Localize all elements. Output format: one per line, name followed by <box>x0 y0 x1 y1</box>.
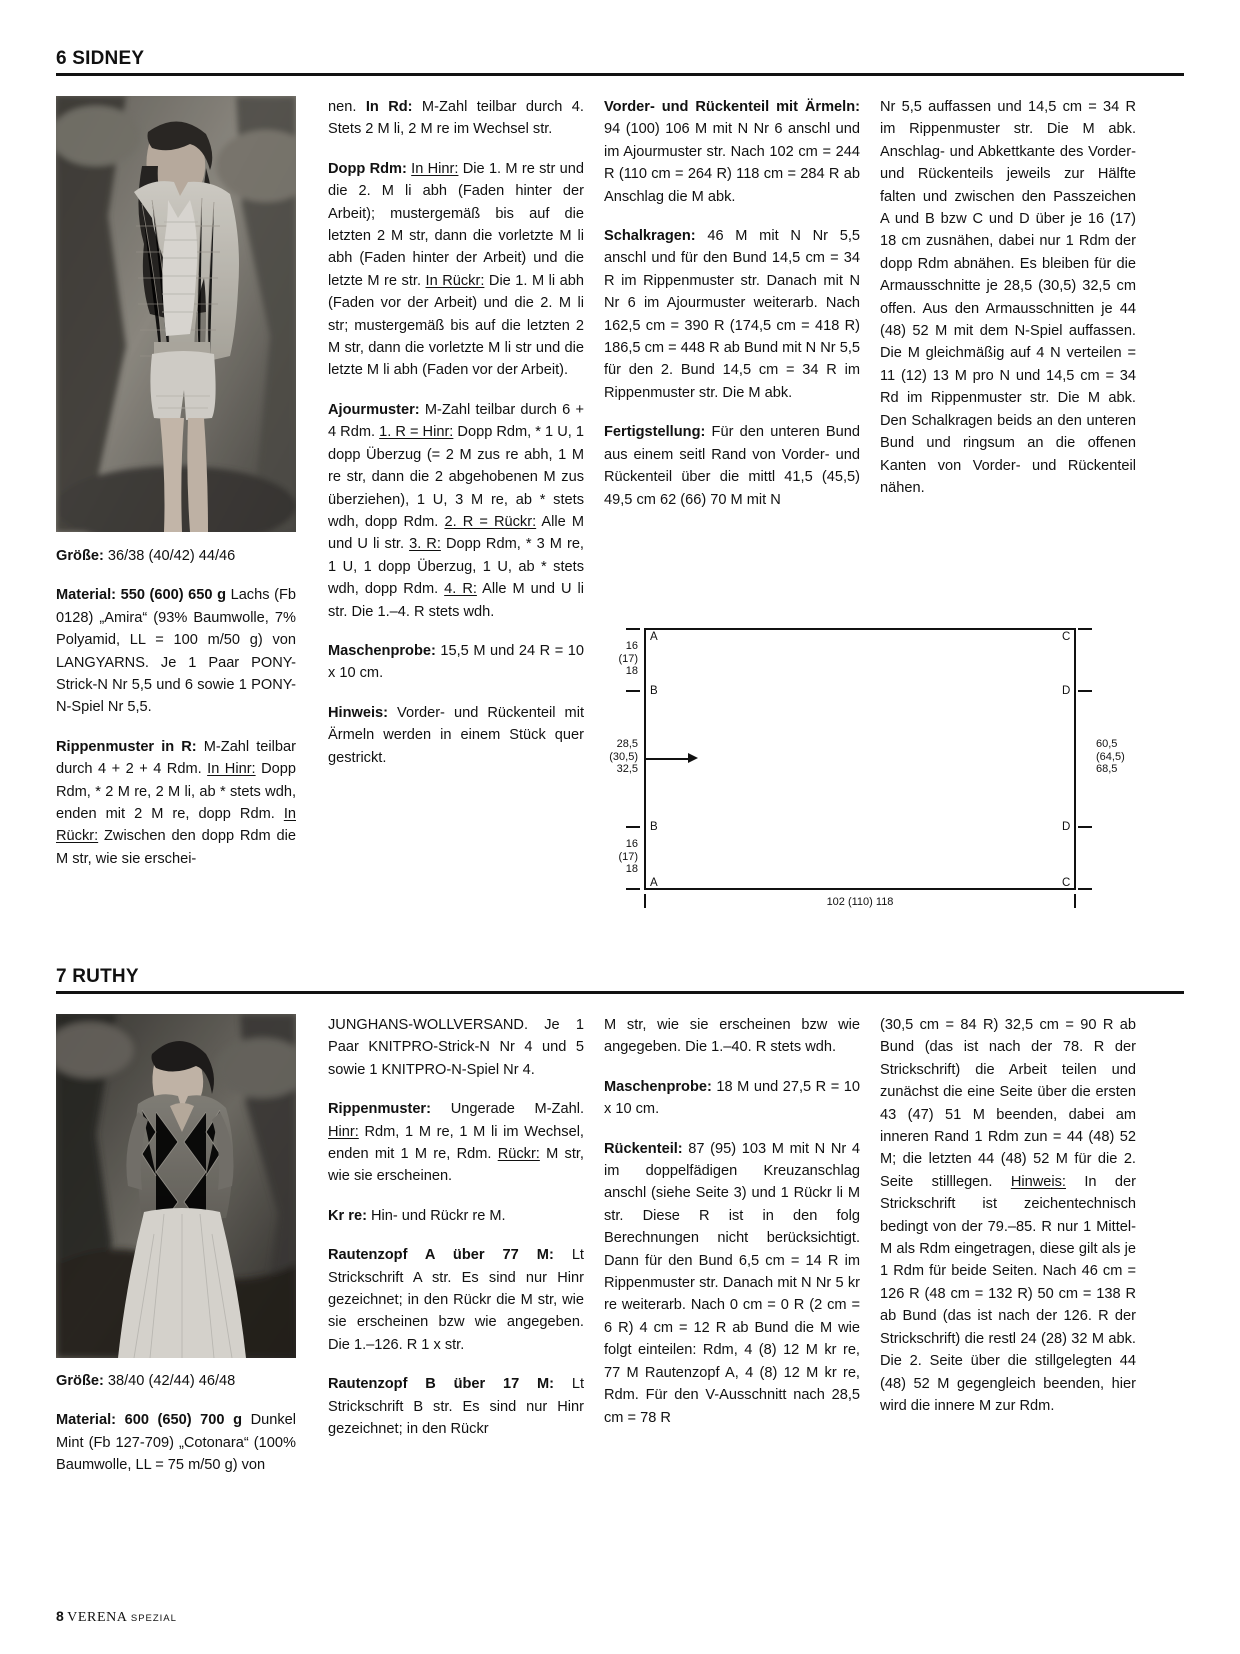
tick-b-lower <box>626 826 640 828</box>
sidney-column-1 <box>56 545 296 870</box>
ruthy-rueckenteil: Rückenteil: 87 (95) 103 M mit N Nr 4 im doppelfädigen Kreuzanschlag anschl (siehe Seite 3) und 1 Rückr li M str. Diese R ist in den folg Berechnungen nicht berücksichtigt. Dann für den Bund 6,5 cm = 14 R im Rippenmuster str. Danach mit N Nr 5 kr re weiterarb. Nach 0 cm = 0 R (2 cm = 6 R) 4 cm = 12 R ab Bund die M wie folgt einteilen: Rdm, 4 (8) 12 M kr re, 77 M Rautenzopf A, 4 (8) 12 M kr re, Rdm. Für den V-Ausschnitt nach 28,5 cm = 78 R <box>604 1140 860 1426</box>
sidney-inrd: nen. In Rd: M-Zahl teilbar durch 4. Stets 2 M li, 2 M re im Wechsel str. <box>328 99 584 138</box>
schematic-point-d-lower: D <box>1062 821 1071 833</box>
sidney-maschenprobe: Maschenprobe: 15,5 M und 24 R = 10 x 10 cm. <box>328 642 584 682</box>
header-rule <box>56 73 1184 76</box>
tick-top-left <box>626 628 640 630</box>
ruthy-krre: Kr re: Hin- und Rückr re M. <box>328 1207 506 1224</box>
sidney-ribpattern: Rippenmuster in R: M-Zahl teilbar durch 4 + 2 + 4 Rdm. In Hinr: Dopp Rdm, * 2 M re, 2 M li, ab * stets wdh, enden mit 2 M re, dopp Rdm. In Rückr: Zwischen den dopp Rdm die M str, wie sie erschei- <box>56 738 297 867</box>
sidney-fertigstellung: Fertigstellung: Für den unteren Bund aus einem seitl Rand von Vorder- und Rückenteil über die mittl 41,5 (45,5) 49,5 cm 62 (66) 70 M mit N <box>604 424 860 508</box>
schematic-bottom-dim: 102 (110) 118 <box>826 896 894 908</box>
schematic-arrow-shaft <box>646 758 690 760</box>
header-rule-2 <box>56 991 1184 994</box>
ruthy-material: Material: 600 (650) 700 g Dunkel Mint (Fb 127-709) „Cotonara“ (100% Baumwolle, LL = 75 m/50 g) von <box>56 1412 297 1474</box>
ruthy-column-4 <box>880 1014 1136 1417</box>
photo-graphic <box>56 96 296 532</box>
tick-d-upper <box>1078 690 1092 692</box>
ruthy-size: Größe: 38/40 (42/44) 46/48 <box>56 1373 236 1389</box>
schematic-point-b-lower: B <box>650 821 658 833</box>
sidney-hinweis: Hinweis: Vorder- und Rückenteil mit Ärmeln werden in einem Stück quer gestrickt. <box>328 704 584 766</box>
schematic-point-d-upper: D <box>1062 685 1071 697</box>
tick-top-right <box>1078 628 1092 630</box>
ruthy-rautenzopf-b-cont: M str, wie sie erscheinen bzw wie angegeben. Die 1.–40. R stets wdh. <box>604 1017 860 1056</box>
ruthy-rautenzopf-b: Rautenzopf B über 17 M: Lt Strickschrift B str. Es sind nur Hinr gezeichnet; in den Rückr <box>328 1376 584 1438</box>
sidney-material: Material: 550 (600) 650 g Lachs (Fb 0128) „Amira“ (93% Baumwolle, 7% Polyamid, LL = 100 m/50 g) von LANGYARNS. Je 1 Paar PONY-Strick-N Nr 5,5 und 6 sowie 1 PONY-N-Spiel Nr 5,5. <box>56 587 296 716</box>
schematic-point-c-top: C <box>1062 631 1071 643</box>
magazine-name: VERENA <box>67 1610 128 1625</box>
tick-bottom-right <box>1078 888 1092 890</box>
schematic-left-bottom-dim: 16 (17) 18 <box>618 838 638 875</box>
page-number: 8 <box>56 1608 64 1624</box>
schematic-arrow-head <box>688 753 698 763</box>
article-title-sidney: 6 SIDNEY <box>56 48 145 69</box>
tick-b-upper <box>626 690 640 692</box>
schematic-point-a-bottom: A <box>650 877 658 889</box>
ruthy-column-2 <box>328 1014 584 1441</box>
ruthy-rautenzopf-a: Rautenzopf A über 77 M: Lt Strickschrift A str. Es sind nur Hinr gezeichnet; in den Rückr die M str, wie sie erscheinen bzw wie angegeben. Die 1.–126. R 1 x str. <box>328 1247 584 1353</box>
schematic-point-c-bottom: C <box>1062 877 1071 889</box>
schematic-outline <box>644 628 1076 890</box>
ruthy-rippenmuster: Rippenmuster: Ungerade M-Zahl. Hinr: Rdm, 1 M re, 1 M li im Wechsel, enden mit 1 M re, Rdm. Rückr: M str, wie sie erscheinen. <box>328 1101 584 1185</box>
magazine-subtitle: SPEZIAL <box>130 1613 177 1624</box>
sidney-size: Größe: 36/38 (40/42) 44/46 <box>56 548 236 564</box>
sidney-vorderteil: Vorder- und Rückenteil mit Ärmeln: 94 (100) 106 M mit N Nr 6 anschl und im Ajourmuster str. Nach 102 cm = 244 R (110 cm = 264 R) 118 cm = 284 R ab Anschlag die M abk. <box>604 99 860 205</box>
sidney-schalkragen: Schalkragen: 46 M mit N Nr 5,5 anschl und für den Bund 14,5 cm = 34 R im Rippenmuster str. Danach mit N Nr 6 im Ajourmuster weiterarb. Nach 162,5 cm = 390 R (174,5 cm = 418 R) 186,5 cm = 448 R ab Bund mit N Nr 5,5 für den 2. Bund 14,5 cm = 34 R im Rippenmuster str. Die M abk. <box>604 228 860 401</box>
article-photo-ruthy <box>56 1014 296 1358</box>
schematic-point-a-top: A <box>650 631 658 643</box>
page-footer <box>56 1608 177 1626</box>
sidney-column-3 <box>604 96 860 511</box>
ruthy-column-3 <box>604 1014 860 1429</box>
schematic-left-top-dim: 16 (17) 18 <box>618 640 638 677</box>
tick-bottom-left <box>626 888 640 890</box>
article-header-sidney <box>56 48 1184 76</box>
article-header-ruthy <box>56 966 1184 994</box>
schematic-left-mid-dim: 28,5 (30,5) 32,5 <box>609 738 638 775</box>
sidney-finishing-cont: Nr 5,5 auffassen und 14,5 cm = 34 R im Rippenmuster str. Die M abk. Anschlag- und Abkettkante des Vorder- und Rückenteils jeweils zur Hälfte falten und zwischen den Passzeichen A und B bzw C und D über je 16 (17) 18 cm zusnähen, dabei nur 1 Rdm der dopp Rdm abnähen. Es bleiben für die Armausschnitte je 28,5 (30,5) 32,5 cm offen. Aus den Armausschnitten je 44 (48) 52 M mit dem N-Spiel auffassen. Die M gleichmäßig auf 4 N verteilen = 11 (12) 13 M pro N und 14,5 cm = 34 Rd im Rippenmuster str. Die M abk. Den Schalkragen beids an den unteren Bund und ringsum an die offenen Kanten von Vorder- und Rückenteil nähen. <box>880 99 1136 496</box>
schematic-right-dim: 60,5 (64,5) 68,5 <box>1096 738 1125 775</box>
schematic-point-b-upper: B <box>650 685 658 697</box>
sidney-ajourmuster: Ajourmuster: M-Zahl teilbar durch 6 + 4 Rdm. 1. R = Hinr: Dopp Rdm, * 1 U, 1 dopp Überzug (= 2 M zus re abh, 1 M re str, dann die 2 abgehobenen M zus überziehen), 1 U, 3 M re, ab * stets wdh, dopp Rdm. 2. R = Rückr: Alle M und U li str. 3. R: Dopp Rdm, * 3 M re, 1 U, 1 dopp Überzug, 1 U, ab * stets wdh, dopp Rdm. 4. R: Alle M und U li str. Die 1.–4. R stets wdh. <box>328 401 585 620</box>
sidney-column-4 <box>880 96 1136 499</box>
article-title-ruthy: 7 RUTHY <box>56 966 139 987</box>
tick-d-lower <box>1078 826 1092 828</box>
sidney-dopprdm: Dopp Rdm: In Hinr: Die 1. M re str und die 2. M li abh (Faden hinter der Arbeit); mustergemäß bis auf die letzten 2 M str, dann die vorletzte M li abh (Faden hinter der Arbeit) und die letzte M re str. In Rückr: Die 1. M li abh (Faden vor der Arbeit) und die 2. M li str; mustergemäß bis auf die letzten 2 M str, dann die vorletzte M li str und die letzte M li abh (Faden vor der Arbeit). <box>328 160 585 379</box>
article-photo-sidney <box>56 96 296 532</box>
ruthy-rueckenteil-cont: (30,5 cm = 84 R) 32,5 cm = 90 R ab Bund (das ist nach der 78. R der Strickschrift) die Arbeit teilen und zunächst die eine Seite über die ersten 43 (47) 51 M beenden, dabei am inneren Rand 1 Rdm zun = 44 (48) 52 M; die letzten 44 (48) 52 M für die 2. Seite stilllegen. Hinweis: In der Strickschrift ist zeichentechnisch bedingt von der 79.–85. R nur 1 Mittel-M als Rdm eingetragen, diese gilt als je 1 Rdm für beide Seiten. Nach 46 cm = 126 R (48 cm = 132 R) 50 cm = 138 R ab Bund (das ist nach der 126. R der Strickschrift) die restl 24 (28) 32 M abk. Die 2. Seite über die stillgelegten 44 (48) 52 M gegengleich beenden, hier wird die innere M zur Rdm. <box>880 1017 1136 1414</box>
sidney-column-2 <box>328 96 584 769</box>
ruthy-column-1 <box>56 1370 296 1477</box>
photo-graphic-2 <box>56 1014 296 1358</box>
ruthy-material-cont: JUNGHANS-WOLLVERSAND. Je 1 Paar KNITPRO-Strick-N Nr 4 und 5 sowie 1 KNITPRO-N-Spiel Nr 4. <box>328 1017 584 1078</box>
ruthy-maschenprobe: Maschenprobe: 18 M und 27,5 R = 10 x 10 cm. <box>604 1078 860 1118</box>
sidney-schematic-diagram <box>604 622 1136 912</box>
